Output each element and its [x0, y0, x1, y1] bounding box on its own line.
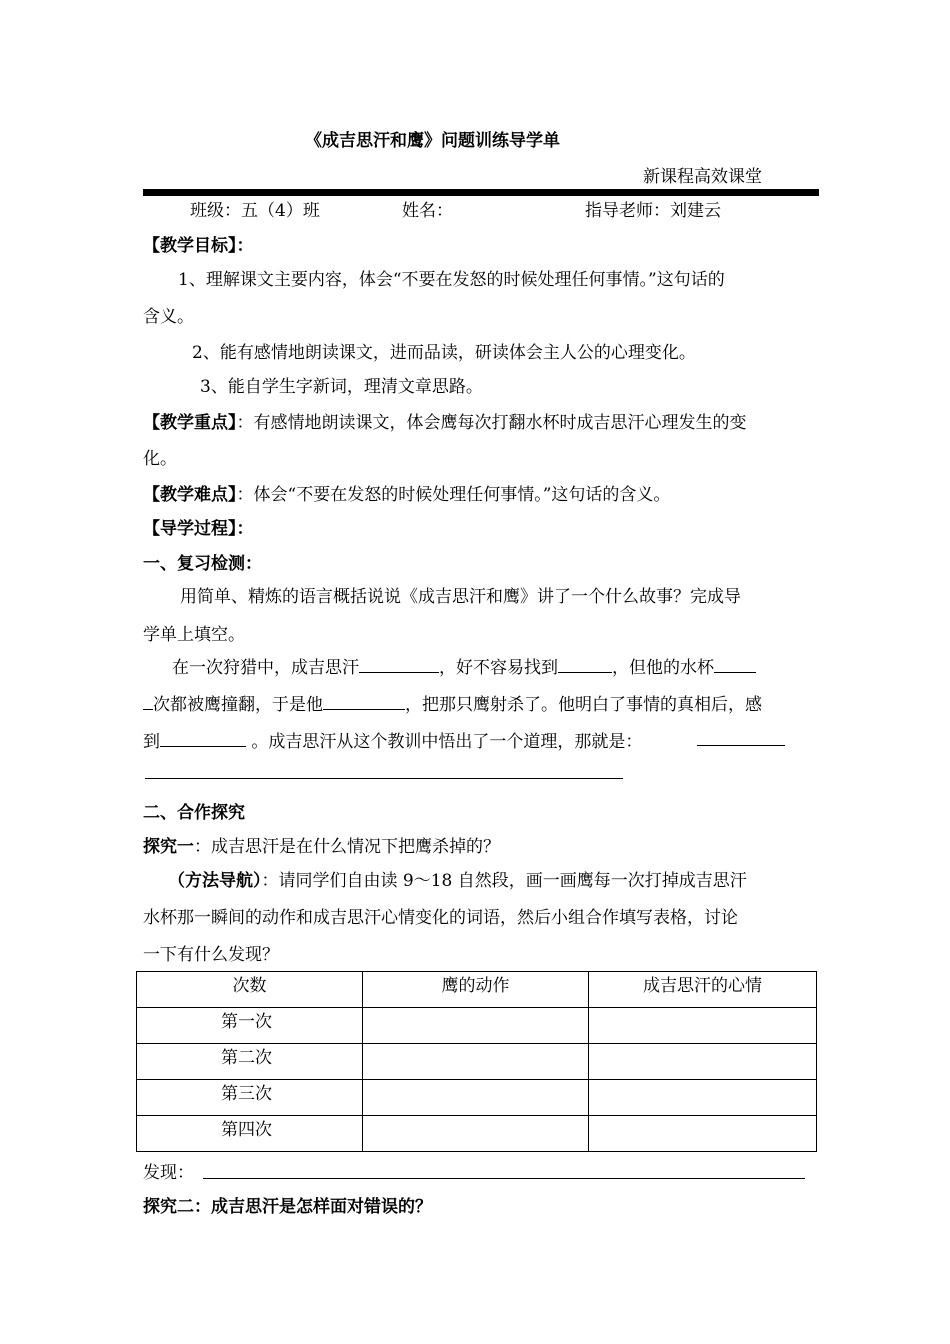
fill-text-e: ，把那只鹰射杀了。他明白了事情的真相后，感 — [405, 695, 762, 715]
table-row — [137, 1008, 817, 1044]
class-label: 班级：五（4）班 — [190, 201, 320, 221]
fill-line-1 — [172, 653, 756, 678]
difficulty-text: ：体会“不要在发怒的时候处理任何事情。”这句话的含义。 — [236, 485, 671, 505]
fill-text-f: 到 — [143, 732, 160, 752]
observation-table — [136, 971, 817, 1152]
fill-text-c: ，但他的水杯 — [612, 658, 714, 678]
fill-blank-2[interactable] — [558, 654, 612, 673]
goal-item-1-line2: 含义。 — [143, 307, 194, 327]
page-title: 《成吉思汗和鹰》问题训练导学单 — [305, 131, 560, 151]
name-label: 姓名： — [402, 201, 453, 221]
goals-heading: 【教学目标】： — [143, 236, 254, 256]
section1-heading: 一、复习检测： — [143, 554, 262, 574]
section2-heading: 二、合作探究 — [143, 803, 245, 823]
table-row-label: 第二次 — [137, 1044, 363, 1080]
fill-blank-5[interactable] — [160, 728, 246, 747]
goal-item-3: 3、能自学生字新词，理清文章思路。 — [200, 377, 483, 397]
table-row-label: 第一次 — [137, 1008, 363, 1044]
table-row — [137, 1044, 817, 1080]
section1-intro-line2: 学单上填空。 — [143, 625, 245, 645]
table-header-mood: 成吉思汗的心情 — [589, 972, 817, 1008]
discovery-blank[interactable] — [203, 1178, 805, 1179]
goal-item-2: 2、能有感情地朗读课文，进而品读，研读体会主人公的心理变化。 — [192, 343, 696, 363]
inquiry1-label: 探究一 — [143, 837, 194, 857]
section1-intro-line1: 用简单、精炼的语言概括说说《成吉思汗和鹰》讲了一个什么故事？完成导 — [180, 587, 741, 607]
fill-text-d: 次都被鹰撞翻，于是他 — [153, 695, 323, 715]
method-line1 — [168, 866, 747, 891]
table-cell-mood[interactable] — [589, 1080, 817, 1116]
fill-line-2 — [143, 690, 762, 715]
inquiry1-text: ：成吉思汗是在什么情况下把鹰杀掉的？ — [194, 837, 500, 857]
teacher-label: 指导老师：刘建云 — [585, 201, 721, 221]
table-cell-mood[interactable] — [589, 1116, 817, 1152]
table-cell-eagle-action[interactable] — [363, 1116, 589, 1152]
fill-blank-6[interactable] — [697, 745, 785, 746]
table-row — [137, 1080, 817, 1116]
discovery-label: 发现： — [143, 1163, 194, 1183]
fill-line-3 — [143, 727, 642, 752]
inquiry1-line — [143, 832, 500, 857]
table-cell-eagle-action[interactable] — [363, 1008, 589, 1044]
inquiry2-heading: 探究二：成吉思汗是怎样面对错误的？ — [143, 1197, 432, 1217]
difficulty-line — [143, 480, 670, 505]
fill-blank-1[interactable] — [359, 654, 439, 673]
header-rule — [143, 189, 819, 196]
table-header-count: 次数 — [137, 972, 363, 1008]
fill-blank-4[interactable] — [323, 691, 405, 710]
fill-text-a: 在一次狩猎中，成吉思汗 — [172, 658, 359, 678]
key-point-text: ：有感情地朗读课文，体会鹰每次打翻水杯时成吉思汗心理发生的变 — [236, 413, 747, 433]
method-label: （方法导航） — [168, 871, 262, 891]
table-row — [137, 1116, 817, 1152]
table-header-eagle-action: 鹰的动作 — [363, 972, 589, 1008]
method-text-1: ：请同学们自由读 9～18 自然段，画一画鹰每一次打掉成吉思汗 — [261, 871, 747, 891]
table-row-label: 第三次 — [137, 1080, 363, 1116]
method-line2: 水杯那一瞬间的动作和成吉思汗心情变化的词语，然后小组合作填写表格，讨论 — [143, 908, 738, 928]
table-cell-eagle-action[interactable] — [363, 1044, 589, 1080]
table-header-row — [137, 972, 817, 1008]
fill-blank-6-cont[interactable] — [145, 778, 623, 779]
table-cell-eagle-action[interactable] — [363, 1080, 589, 1116]
fill-blank-3-cont[interactable] — [143, 691, 153, 710]
table-cell-mood[interactable] — [589, 1008, 817, 1044]
key-point-line2: 化。 — [143, 449, 177, 469]
method-line3: 一下有什么发现？ — [143, 945, 279, 965]
fill-blank-3[interactable] — [714, 654, 756, 673]
fill-text-b: ，好不容易找到 — [439, 658, 558, 678]
difficulty-heading: 【教学难点】 — [143, 485, 237, 505]
table-cell-mood[interactable] — [589, 1044, 817, 1080]
key-point-line1 — [143, 408, 747, 433]
fill-text-g: 。成吉思汗从这个教训中悟出了一个道理，那就是： — [251, 732, 643, 752]
process-heading: 【导学过程】： — [143, 519, 254, 539]
table-row-label: 第四次 — [137, 1116, 363, 1152]
goal-item-1-line1: 1、理解课文主要内容，体会“不要在发怒的时候处理任何事情。”这句话的 — [178, 270, 725, 290]
key-point-heading: 【教学重点】 — [143, 413, 237, 433]
brand-text: 新课程高效课堂 — [643, 167, 762, 187]
